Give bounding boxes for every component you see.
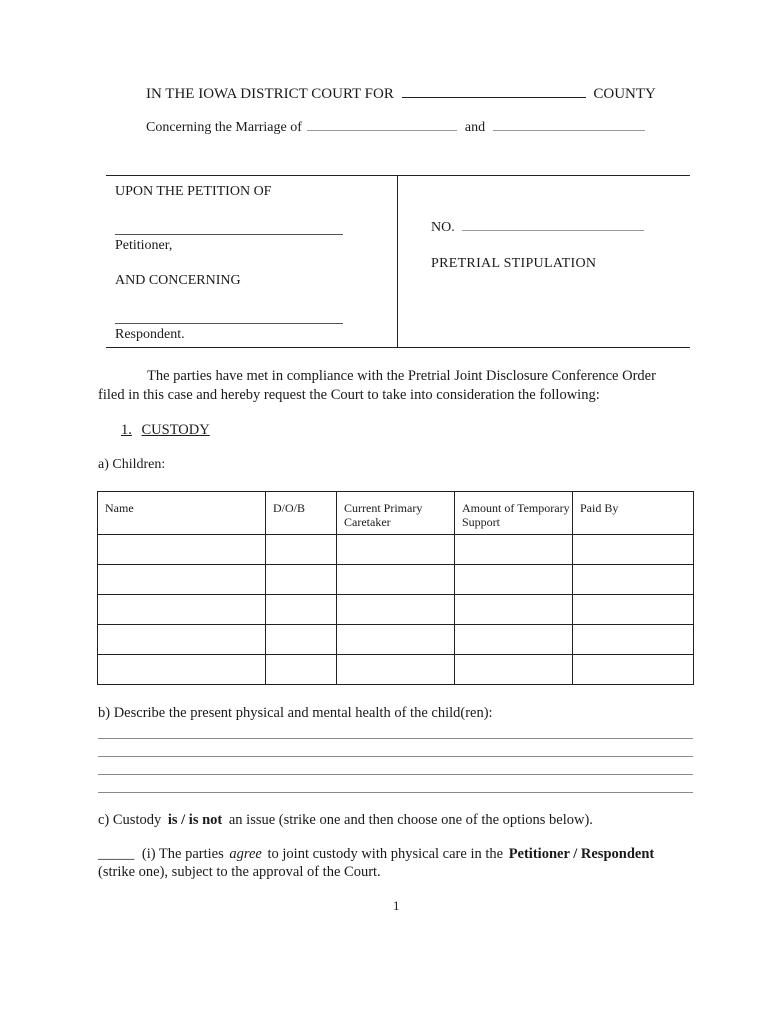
option-i-line [98, 846, 654, 863]
option-i-agree: agree [229, 846, 262, 862]
caption-divider [397, 175, 398, 347]
table-cell[interactable] [455, 625, 573, 655]
column-header-support: Amount of Temporary Support [455, 492, 573, 535]
table-row [98, 595, 694, 625]
court-prefix: IN THE IOWA DISTRICT COURT FOR [146, 86, 394, 102]
table-cell[interactable] [337, 535, 455, 565]
and-concerning-label: AND CONCERNING [115, 273, 241, 288]
court-heading [146, 86, 656, 103]
table-cell[interactable] [573, 625, 694, 655]
upon-petition-label: UPON THE PETITION OF [115, 184, 272, 199]
section-title: CUSTODY [141, 422, 210, 438]
table-cell[interactable] [455, 595, 573, 625]
table-cell[interactable] [98, 565, 266, 595]
option-i-text-b: to joint custody with physical care in the [267, 846, 504, 862]
intro-line-1: The parties have met in compliance with the Pretrial Joint Disclosure Conference Order [147, 368, 656, 384]
table-cell[interactable] [455, 565, 573, 595]
case-number-label: NO. [431, 220, 455, 235]
custody-options[interactable]: is / is not [167, 812, 223, 828]
custody-prefix: c) Custody [98, 812, 162, 828]
column-header-name: Name [98, 492, 266, 535]
marriage-and: and [464, 120, 486, 135]
table-cell[interactable] [455, 655, 573, 685]
table-row [98, 655, 694, 685]
custody-issue-line [98, 812, 593, 829]
health-answer-line-2[interactable] [98, 756, 693, 757]
county-field[interactable] [402, 97, 586, 98]
option-i-text-a: (i) The parties [141, 846, 224, 862]
party-two-field[interactable] [493, 130, 645, 131]
table-cell[interactable] [98, 655, 266, 685]
health-answer-line-1[interactable] [98, 738, 693, 739]
custody-suffix: an issue (strike one and then choose one of the options below). [228, 812, 593, 828]
marriage-prefix: Concerning the Marriage of [146, 120, 302, 135]
section-number: 1. [121, 422, 132, 438]
document-title: PRETRIAL STIPULATION [431, 256, 597, 271]
case-number-line [431, 220, 644, 236]
table-row [98, 565, 694, 595]
table-cell[interactable] [266, 535, 337, 565]
case-number-field[interactable] [462, 230, 644, 231]
table-header-row [98, 492, 694, 535]
table-cell[interactable] [266, 565, 337, 595]
table-cell[interactable] [266, 625, 337, 655]
column-header-caretaker: Current Primary Caretaker [337, 492, 455, 535]
table-row [98, 625, 694, 655]
table-cell[interactable] [573, 565, 694, 595]
table-cell[interactable] [98, 535, 266, 565]
health-label: b) Describe the present physical and mental health of the child(ren): [98, 705, 493, 721]
column-header-dob: D/O/B [266, 492, 337, 535]
marriage-line [146, 120, 645, 136]
party-one-field[interactable] [307, 130, 457, 131]
table-cell[interactable] [266, 655, 337, 685]
table-cell[interactable] [337, 655, 455, 685]
health-answer-line-3[interactable] [98, 774, 693, 775]
option-i-line-2: (strike one), subject to the approval of the Court. [98, 864, 381, 880]
caption-top-rule [106, 175, 690, 176]
court-suffix: COUNTY [593, 86, 656, 102]
petitioner-name-field[interactable] [115, 234, 343, 235]
children-table [97, 491, 694, 685]
children-label: a) Children: [98, 457, 166, 472]
table-cell[interactable] [337, 565, 455, 595]
column-header-paid-by: Paid By [573, 492, 694, 535]
section-heading [121, 422, 210, 439]
health-answer-line-4[interactable] [98, 792, 693, 793]
option-i-parties[interactable]: Petitioner / Respondent [508, 846, 655, 862]
table-cell[interactable] [98, 625, 266, 655]
table-row [98, 535, 694, 565]
table-cell[interactable] [337, 625, 455, 655]
respondent-name-field[interactable] [115, 323, 343, 324]
petitioner-label: Petitioner, [115, 238, 173, 253]
table-cell[interactable] [98, 595, 266, 625]
caption-bottom-rule [106, 347, 690, 348]
option-i-checkbox[interactable]: _____ [98, 846, 135, 862]
page-number: 1 [393, 898, 400, 913]
table-cell[interactable] [573, 655, 694, 685]
respondent-label: Respondent. [115, 327, 185, 342]
table-cell[interactable] [337, 595, 455, 625]
table-cell[interactable] [455, 535, 573, 565]
table-cell[interactable] [573, 535, 694, 565]
table-cell[interactable] [266, 595, 337, 625]
intro-line-2: filed in this case and hereby request the Court to take into consideration the following: [98, 387, 600, 403]
table-cell[interactable] [573, 595, 694, 625]
